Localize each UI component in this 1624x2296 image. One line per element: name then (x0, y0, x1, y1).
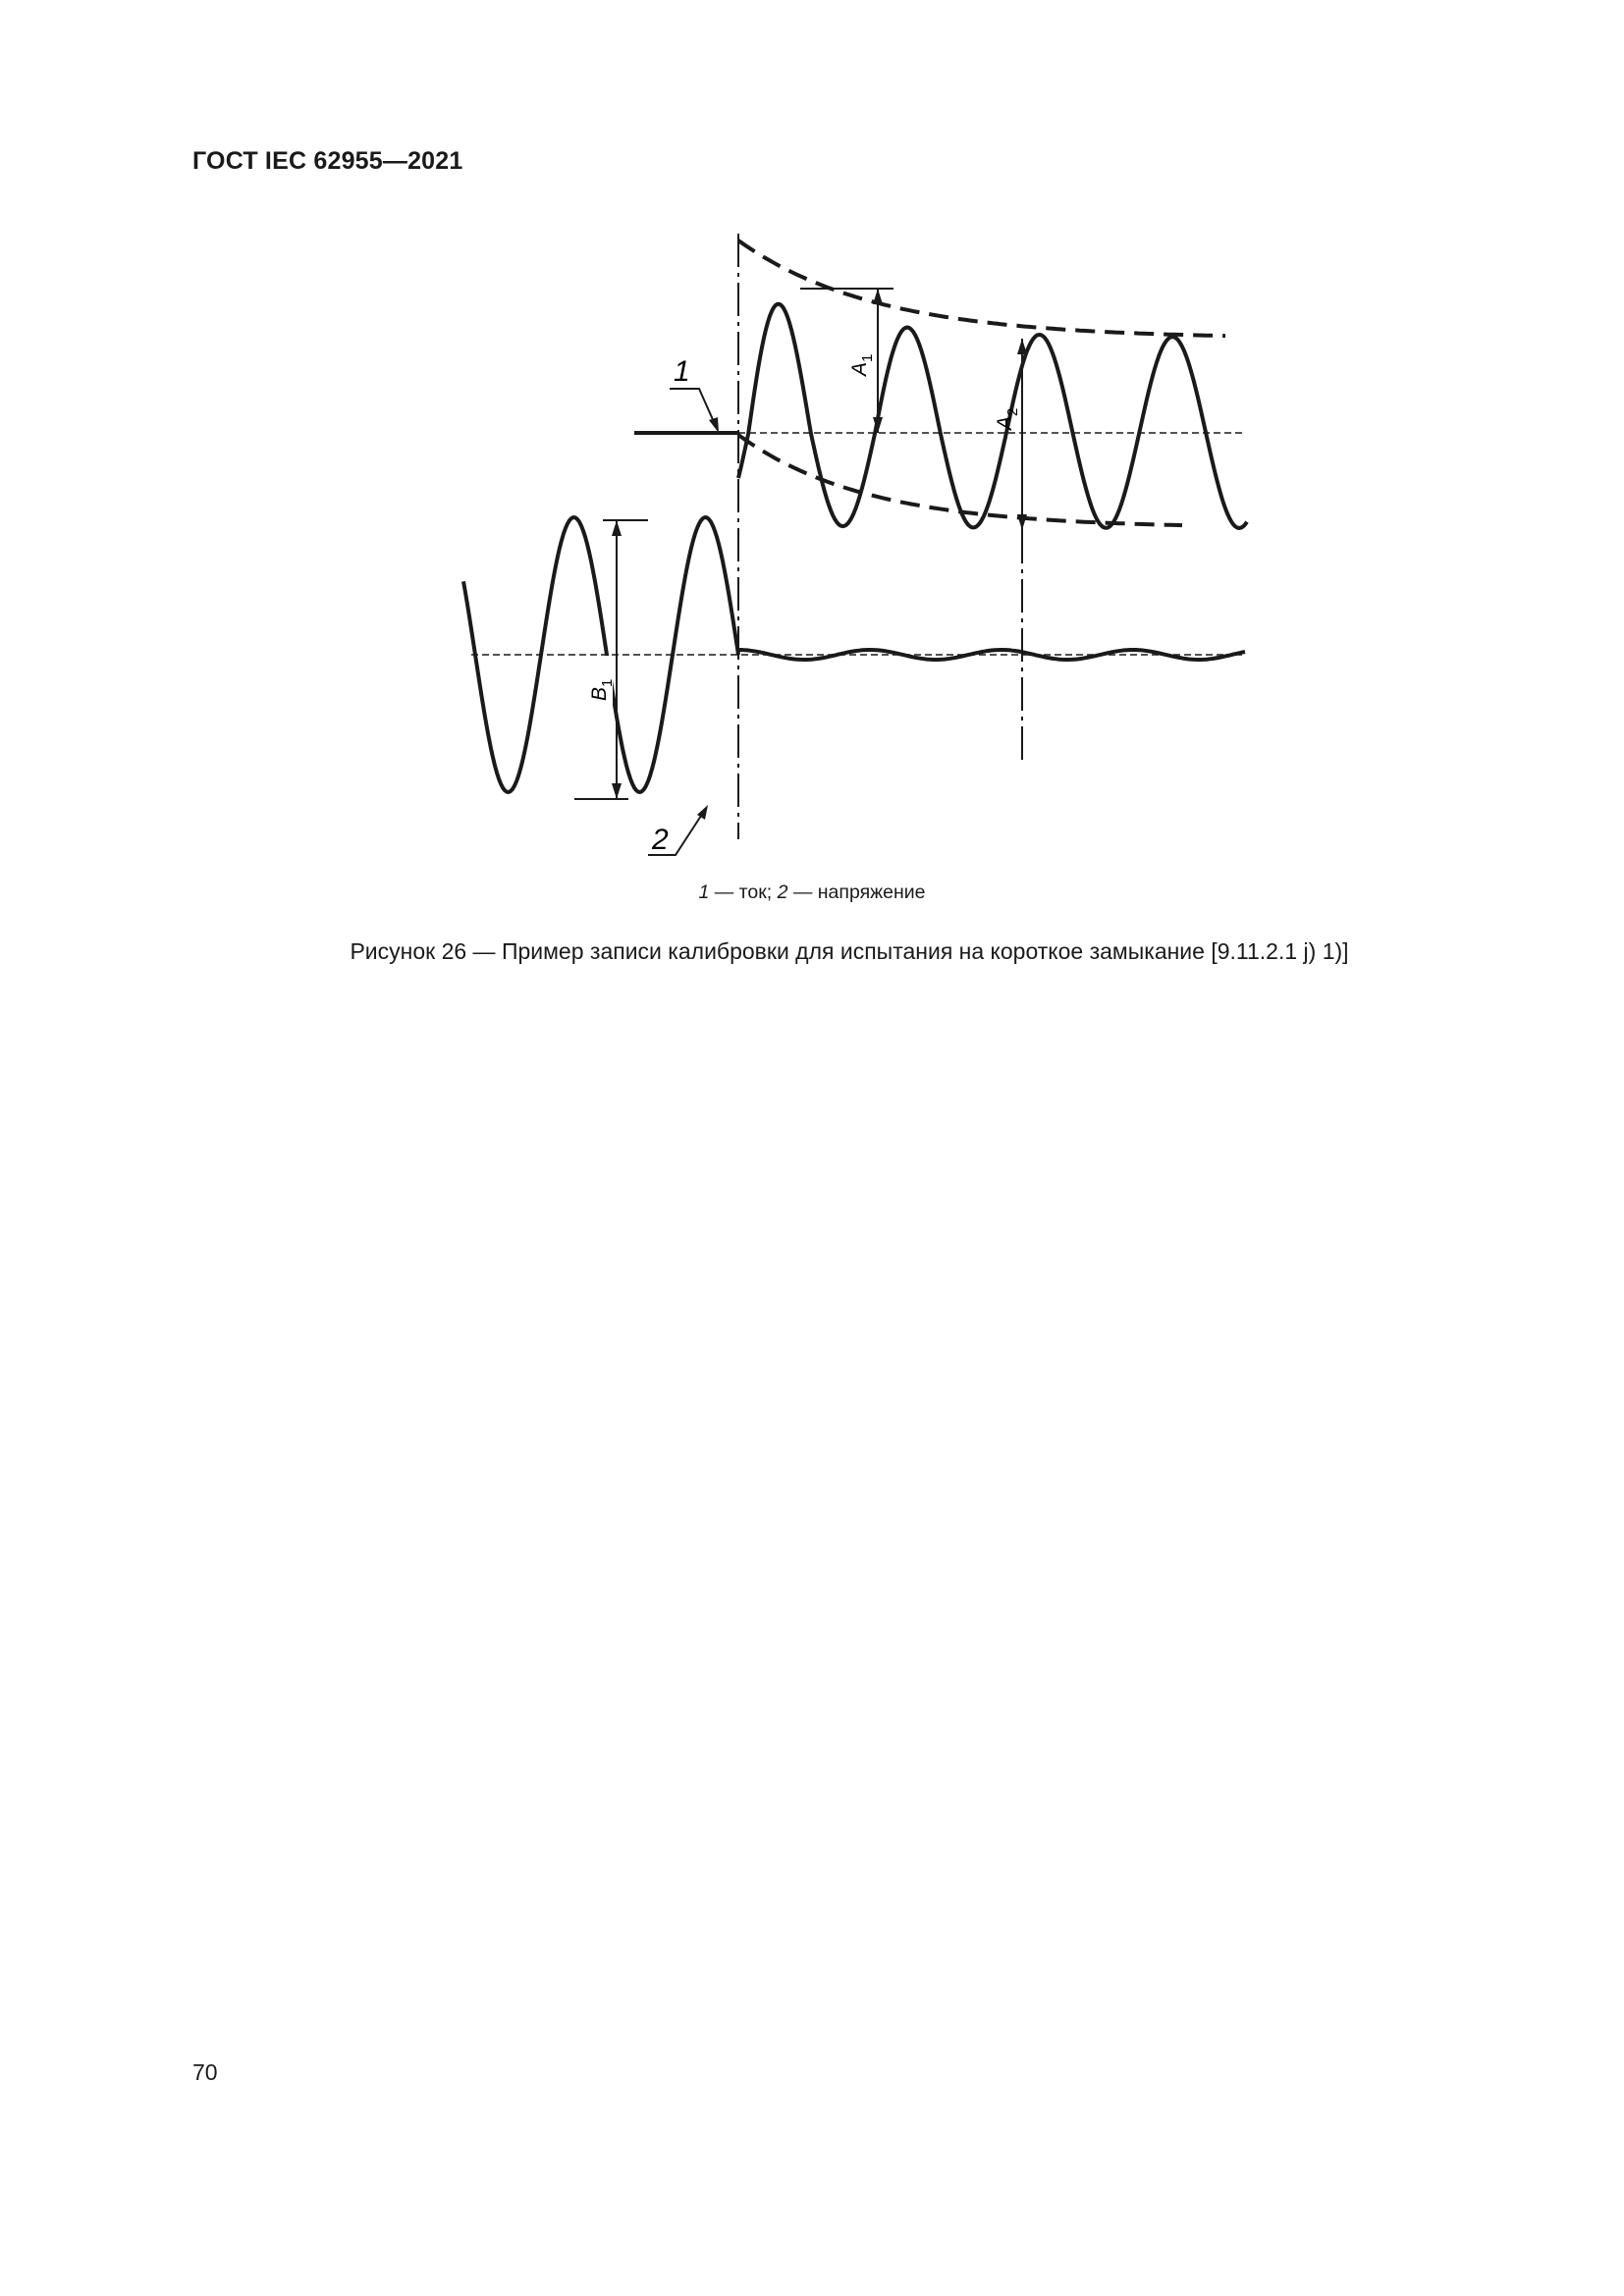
callout-1 (670, 355, 719, 433)
b1-label: $B_1$ (588, 678, 616, 701)
page-number: 70 (192, 2059, 218, 2085)
legend-text-1: — ток; (709, 881, 778, 903)
a1-label: $A_1$ (848, 353, 876, 376)
a2-label: $A_2$ (994, 407, 1021, 430)
lower-envelope (738, 435, 1182, 525)
legend-num-2: 2 (777, 881, 788, 903)
callout-1-label: 1 (674, 355, 690, 388)
legend-text-2: — напряжение (787, 881, 926, 903)
figure-legend (0, 881, 1624, 904)
callout-2-label: 2 (652, 824, 669, 856)
a2-dimension (994, 339, 1027, 530)
callout-2 (648, 805, 708, 856)
legend-num-1: 1 (698, 881, 710, 903)
calibration-diagram (0, 0, 1624, 942)
figure-caption: Рисунок 26 — Пример записи калибровки для испытания на короткое замыкание [9.11.2.1 j) 1)] (350, 938, 1349, 964)
current-waveform (738, 304, 1247, 528)
b1-dimension (574, 520, 648, 799)
document-header: ГОСТ IEC 62955—2021 (192, 147, 463, 175)
